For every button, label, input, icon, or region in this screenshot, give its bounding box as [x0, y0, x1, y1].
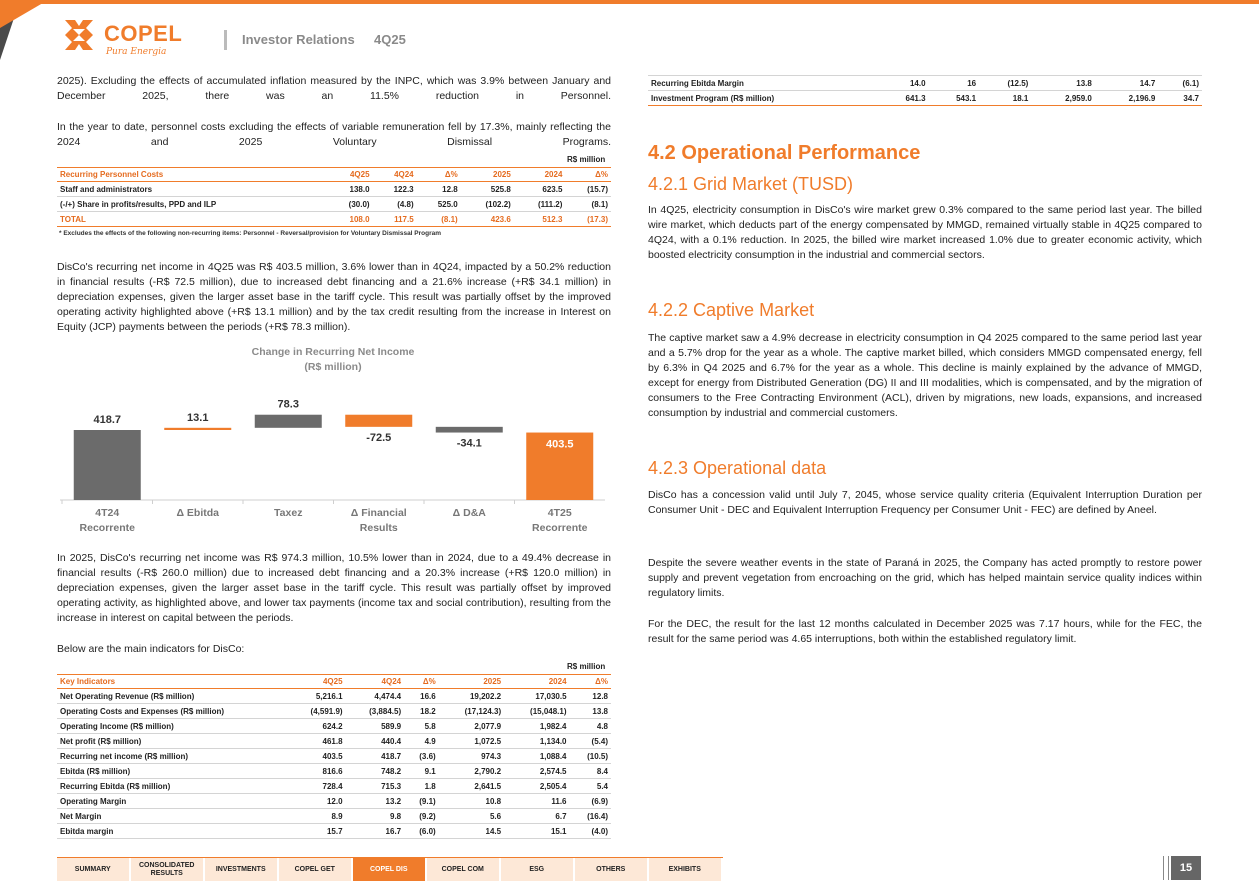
row-label: (-/+) Share in profits/results, PPD and ILP — [57, 197, 327, 212]
chart-category-label: Δ D&A — [452, 507, 486, 519]
table-cell: 5,216.1 — [287, 689, 346, 704]
chart-bar — [74, 430, 141, 500]
chart-data-label: -34.1 — [456, 437, 482, 450]
left-paragraph-4: In 2025, DisCo's recurring net income was R$ 974.3 million, 10.5% lower than in 2024, due to a 49.4% decrease in financial results (-R$ 260.0 million) due to increased debt financing and a 20.3% increase (+R$ 120.0 million) in depreciation expenses, given the larger asset base in the tariff cycle. This result was partially offset by improved operating activity, as highlighted above, and lower tax payments (income tax and social contribution), resulting from the increase in interest on capital between the periods. — [57, 552, 611, 625]
table-cell: 13.8 — [1031, 76, 1095, 91]
table-cell: 589.9 — [346, 719, 405, 734]
table-cell: 512.3 — [514, 212, 566, 227]
row-label: Operating Costs and Expenses (R$ million) — [57, 704, 287, 719]
table-row — [648, 76, 1202, 91]
table-cell: 19,202.2 — [439, 689, 504, 704]
table-cell: 2,641.5 — [439, 779, 504, 794]
chart-bar — [345, 415, 412, 427]
table-row — [57, 719, 611, 734]
nav-tab-summary[interactable]: SUMMARY — [57, 858, 129, 881]
personnel-footnote: * Excludes the effects of the following non-recurring items: Personnel - Reversal/provision for Voluntary Dismissal Program — [59, 230, 442, 237]
chart-data-label: 403.5 — [545, 438, 574, 451]
chart-category-label: Δ Financial — [350, 507, 407, 519]
table-cell: 16.7 — [346, 824, 405, 839]
table-cell: (5.4) — [570, 734, 611, 749]
table-total-row — [57, 212, 611, 227]
header-separator — [224, 30, 227, 50]
table-cell: 6.7 — [504, 809, 569, 824]
row-label: TOTAL — [57, 212, 327, 227]
table-cell: (8.1) — [565, 197, 611, 212]
chart-category-label: Taxez — [274, 507, 303, 519]
left-paragraph-3: DisCo's recurring net income in 4Q25 was R$ 403.5 million, 3.6% lower than in 4Q24, impacted by a 50.2% reduction in financial results (-R$ 72.5 million), due to increased debt financing and a 21.6% increase (+R$ 34.1 million) in depreciation expenses, given the larger asset base in the tariff cycle. This result was partially offset by the improved operating activity highlighted above (+R$ 13.1 million) and by the tax credit resulting from the increase in Interest on Equity (JCP) payments between the periods (+R$ 78.3 million). — [57, 261, 611, 334]
table-cell: 2,959.0 — [1031, 91, 1095, 106]
personnel-costs-table — [57, 167, 611, 227]
left-paragraph-1: 2025). Excluding the effects of accumulated inflation measured by the INPC, which was 3.9% between January and December 2025, there was an 11.5% reduction in Personnel. — [57, 75, 611, 103]
chart-bar — [164, 428, 231, 430]
table-cell: (17.3) — [565, 212, 611, 227]
table-cell: (15,048.1) — [504, 704, 569, 719]
chart-category-label: Recorrente — [532, 522, 588, 534]
table-row — [57, 764, 611, 779]
table-cell: 9.1 — [404, 764, 439, 779]
chart-category-label: Δ Ebitda — [176, 507, 220, 519]
table-row — [57, 704, 611, 719]
chart-data-label: 13.1 — [187, 411, 209, 424]
table-cell: (111.2) — [514, 197, 566, 212]
table-cell: 623.5 — [514, 182, 566, 197]
table-cell: (3,884.5) — [346, 704, 405, 719]
table-cell: 1,088.4 — [504, 749, 569, 764]
chart-bar — [436, 427, 503, 433]
key-indicators-table — [57, 674, 611, 839]
row-label: Net Margin — [57, 809, 287, 824]
table-cell: 1,072.5 — [439, 734, 504, 749]
column-header: 4Q25 — [327, 168, 373, 182]
nav-tab-consolidated-results[interactable]: CONSOLIDATED RESULTS — [131, 858, 203, 881]
table-cell: 4,474.4 — [346, 689, 405, 704]
table-cell: 403.5 — [287, 749, 346, 764]
nav-tab-copel-get[interactable]: COPEL GET — [279, 858, 351, 881]
table-row — [57, 182, 611, 197]
corner-decoration-orange — [0, 0, 48, 28]
table-cell: 2,790.2 — [439, 764, 504, 779]
table-cell: (6.0) — [404, 824, 439, 839]
table-cell: 974.3 — [439, 749, 504, 764]
chart-subtitle: (R$ million) — [304, 361, 362, 373]
table-cell: (3.6) — [404, 749, 439, 764]
table-cell: 138.0 — [327, 182, 373, 197]
table-cell: 641.3 — [878, 91, 929, 106]
table-cell: 18.1 — [979, 91, 1031, 106]
table-cell: 5.6 — [439, 809, 504, 824]
row-label: Ebitda margin — [57, 824, 287, 839]
table-cell: 461.8 — [287, 734, 346, 749]
table-cell: (6.9) — [570, 794, 611, 809]
column-header: Δ% — [570, 675, 611, 689]
table-cell: 14.5 — [439, 824, 504, 839]
column-header: 4Q24 — [346, 675, 405, 689]
personnel-table-header — [57, 168, 611, 182]
table-cell: 11.6 — [504, 794, 569, 809]
table-cell: 15.7 — [287, 824, 346, 839]
chart-category-label: 4T25 — [547, 507, 572, 519]
table-cell: (6.1) — [1158, 76, 1202, 91]
table-cell: 816.6 — [287, 764, 346, 779]
chart-data-label: 418.7 — [93, 414, 122, 426]
table-cell: 5.4 — [570, 779, 611, 794]
table-cell: (30.0) — [327, 197, 373, 212]
table-cell: 9.8 — [346, 809, 405, 824]
row-label: Recurring net income (R$ million) — [57, 749, 287, 764]
nav-tab-others[interactable]: OTHERS — [575, 858, 647, 881]
table-cell: 12.0 — [287, 794, 346, 809]
subsection-heading-operational-data: 4.2.3 Operational data — [648, 458, 827, 478]
column-header: 4Q25 — [287, 675, 346, 689]
table-cell: 10.8 — [439, 794, 504, 809]
table-cell: 14.0 — [878, 76, 929, 91]
table-cell: 18.2 — [404, 704, 439, 719]
chart-category-label: Results — [359, 522, 398, 534]
table-cell: (9.1) — [404, 794, 439, 809]
column-header: 2024 — [504, 675, 569, 689]
nav-tab-copel-dis[interactable]: COPEL DIS — [353, 858, 425, 881]
row-label: Recurring Ebitda Margin — [648, 76, 878, 91]
page-number-decoration — [1163, 856, 1169, 880]
table-cell: 12.8 — [570, 689, 611, 704]
left-paragraph-5: Below are the main indicators for DisCo: — [57, 643, 245, 655]
table-cell: (4,591.9) — [287, 704, 346, 719]
row-label: Operating Income (R$ million) — [57, 719, 287, 734]
column-header: Δ% — [417, 168, 461, 182]
header-quarter: 4Q25 — [374, 32, 406, 47]
right-paragraph-dec-fec: For the DEC, the result for the last 12 months calculated in December 2025 was 7.17 hours, while for the FEC, the result for the same period was 4.65 interruptions, both within the established regulatory limit. — [648, 618, 1202, 646]
column-header: Key Indicators — [57, 675, 287, 689]
table-cell: 117.5 — [373, 212, 417, 227]
row-label: Staff and administrators — [57, 182, 327, 197]
table-cell: (17,124.3) — [439, 704, 504, 719]
chart-data-label: -72.5 — [366, 431, 392, 444]
row-label: Operating Margin — [57, 794, 287, 809]
column-header: 2024 — [514, 168, 566, 182]
page-number: 15 — [1171, 856, 1201, 880]
nav-tab-investments[interactable]: INVESTMENTS — [205, 858, 277, 881]
table-cell: 8.9 — [287, 809, 346, 824]
column-header: Δ% — [404, 675, 439, 689]
footer-navigation — [57, 857, 723, 881]
copel-logo-icon — [62, 17, 96, 53]
column-header: Recurring Personnel Costs — [57, 168, 327, 182]
table-cell: 16 — [929, 76, 980, 91]
table-row — [57, 824, 611, 839]
nav-tab-esg[interactable]: ESG — [501, 858, 573, 881]
row-label: Net profit (R$ million) — [57, 734, 287, 749]
chart-category-label: Recorrente — [79, 522, 135, 534]
table-row — [57, 809, 611, 824]
table-cell: (102.2) — [461, 197, 514, 212]
table-cell: 4.9 — [404, 734, 439, 749]
table-cell: 13.8 — [570, 704, 611, 719]
table-row — [57, 197, 611, 212]
row-label: Recurring Ebitda (R$ million) — [57, 779, 287, 794]
table-cell: 17,030.5 — [504, 689, 569, 704]
table-row — [57, 734, 611, 749]
chart-title: Change in Recurring Net Income — [251, 346, 415, 358]
row-label: Investment Program (R$ million) — [648, 91, 878, 106]
column-header: 4Q24 — [373, 168, 417, 182]
table-row — [648, 91, 1202, 106]
section-heading-operational-performance: 4.2 Operational Performance — [648, 142, 921, 164]
chart-category-label: 4T24 — [95, 507, 120, 519]
table-cell: 2,505.4 — [504, 779, 569, 794]
table-cell: 4.8 — [570, 719, 611, 734]
indicators-table-header — [57, 675, 611, 689]
right-paragraph-concession: DisCo has a concession valid until July 7, 2045, whose service quality criteria (Equivalent Interruption Duration per Consumer Unit - DEC and Equivalent Interruption Frequency per Consumer Unit - FEC) are defined by Aneel. — [648, 489, 1202, 517]
table-cell: 108.0 — [327, 212, 373, 227]
table-cell: (16.4) — [570, 809, 611, 824]
table-cell: (9.2) — [404, 809, 439, 824]
table-cell: 1,982.4 — [504, 719, 569, 734]
column-header: 2025 — [461, 168, 514, 182]
table-cell: 16.6 — [404, 689, 439, 704]
table-cell: 543.1 — [929, 91, 980, 106]
top-accent-bar — [0, 0, 1259, 4]
table-row — [57, 794, 611, 809]
table-cell: 748.2 — [346, 764, 405, 779]
right-paragraph-weather: Despite the severe weather events in the state of Paraná in 2025, the Company has acted promptly to restore power supply and prevent vegetation from encroaching on the grid, which has helped maintain service quality indices within regulatory limits. — [648, 557, 1202, 600]
table-cell: 440.4 — [346, 734, 405, 749]
table-cell: 8.4 — [570, 764, 611, 779]
row-label: Net Operating Revenue (R$ million) — [57, 689, 287, 704]
table-cell: 525.0 — [417, 197, 461, 212]
table-cell: 2,077.9 — [439, 719, 504, 734]
row-label: Ebitda (R$ million) — [57, 764, 287, 779]
net-income-waterfall-chart — [60, 390, 610, 540]
table-cell: (4.8) — [373, 197, 417, 212]
table-cell: 122.3 — [373, 182, 417, 197]
personnel-unit-label: R$ million — [567, 155, 606, 164]
table-cell: (8.1) — [417, 212, 461, 227]
table-cell: 14.7 — [1095, 76, 1159, 91]
table-cell: (10.5) — [570, 749, 611, 764]
table-cell: (15.7) — [565, 182, 611, 197]
column-header: 2025 — [439, 675, 504, 689]
right-paragraph-captive-market: The captive market saw a 4.9% decrease in electricity consumption in Q4 2025 compared to the same period last year and a 5.7% drop for the year as a whole. The captive market billed, which considers MMGD compensated energy, fell by 6.3% in Q4 2025 and 6.7% for the year as a whole. This decline is mainly explained by the advance of MMGD, except for energy from Distributed Generation (DG) II and III modalities, which is compensated, and by the migration of consumers to the Free Contracting Environment (ACL), driven by migrations, new loads, expansions, and increased consumption by industrial and commercial customers. — [648, 332, 1202, 420]
table-cell: 34.7 — [1158, 91, 1202, 106]
subsection-heading-grid-market: 4.2.1 Grid Market (TUSD) — [648, 174, 854, 194]
indicators-unit-label: R$ million — [567, 662, 606, 671]
table-cell: 1,134.0 — [504, 734, 569, 749]
table-cell: 1.8 — [404, 779, 439, 794]
table-row — [57, 689, 611, 704]
table-cell: 728.4 — [287, 779, 346, 794]
table-cell: 15.1 — [504, 824, 569, 839]
table-cell: 624.2 — [287, 719, 346, 734]
table-cell: 418.7 — [346, 749, 405, 764]
table-cell: 525.8 — [461, 182, 514, 197]
header-section-title: Investor Relations — [242, 32, 355, 47]
nav-tab-copel-com[interactable]: COPEL COM — [427, 858, 499, 881]
column-header: Δ% — [565, 168, 611, 182]
table-cell: 423.6 — [461, 212, 514, 227]
table-cell: 12.8 — [417, 182, 461, 197]
table-cell: 2,574.5 — [504, 764, 569, 779]
chart-data-label: 78.3 — [277, 398, 299, 411]
logo-brand: COPEL — [104, 21, 183, 46]
subsection-heading-captive-market: 4.2.2 Captive Market — [648, 300, 815, 320]
table-cell: 715.3 — [346, 779, 405, 794]
table-cell: (4.0) — [570, 824, 611, 839]
nav-tab-exhibits[interactable]: EXHIBITS — [649, 858, 721, 881]
left-paragraph-2: In the year to date, personnel costs excluding the effects of variable remuneration fell by 17.3%, mainly reflecting the 2024 and 2025 Voluntary Dismissal Programs. — [57, 121, 611, 149]
table-cell: 2,196.9 — [1095, 91, 1159, 106]
table-cell: 13.2 — [346, 794, 405, 809]
chart-bar — [255, 415, 322, 428]
table-cell: 5.8 — [404, 719, 439, 734]
right-paragraph-grid-market: In 4Q25, electricity consumption in DisCo's wire market grew 0.3% compared to the same period last year. The billed wire market, which deducts part of the energy compensated by MMGD, remained virtually stable in 4Q25 compared to 4Q24, with a 0.1% reduction. In 2025, the billed wire market increased 1.0% due to greater economic activity, which boosted electricity consumption in the industrial and commercial sectors. — [648, 204, 1202, 262]
ebitda-investment-table — [648, 75, 1202, 106]
table-row — [57, 749, 611, 764]
table-cell: (12.5) — [979, 76, 1031, 91]
logo-tagline: Pura Energia — [106, 47, 167, 57]
table-row — [57, 779, 611, 794]
